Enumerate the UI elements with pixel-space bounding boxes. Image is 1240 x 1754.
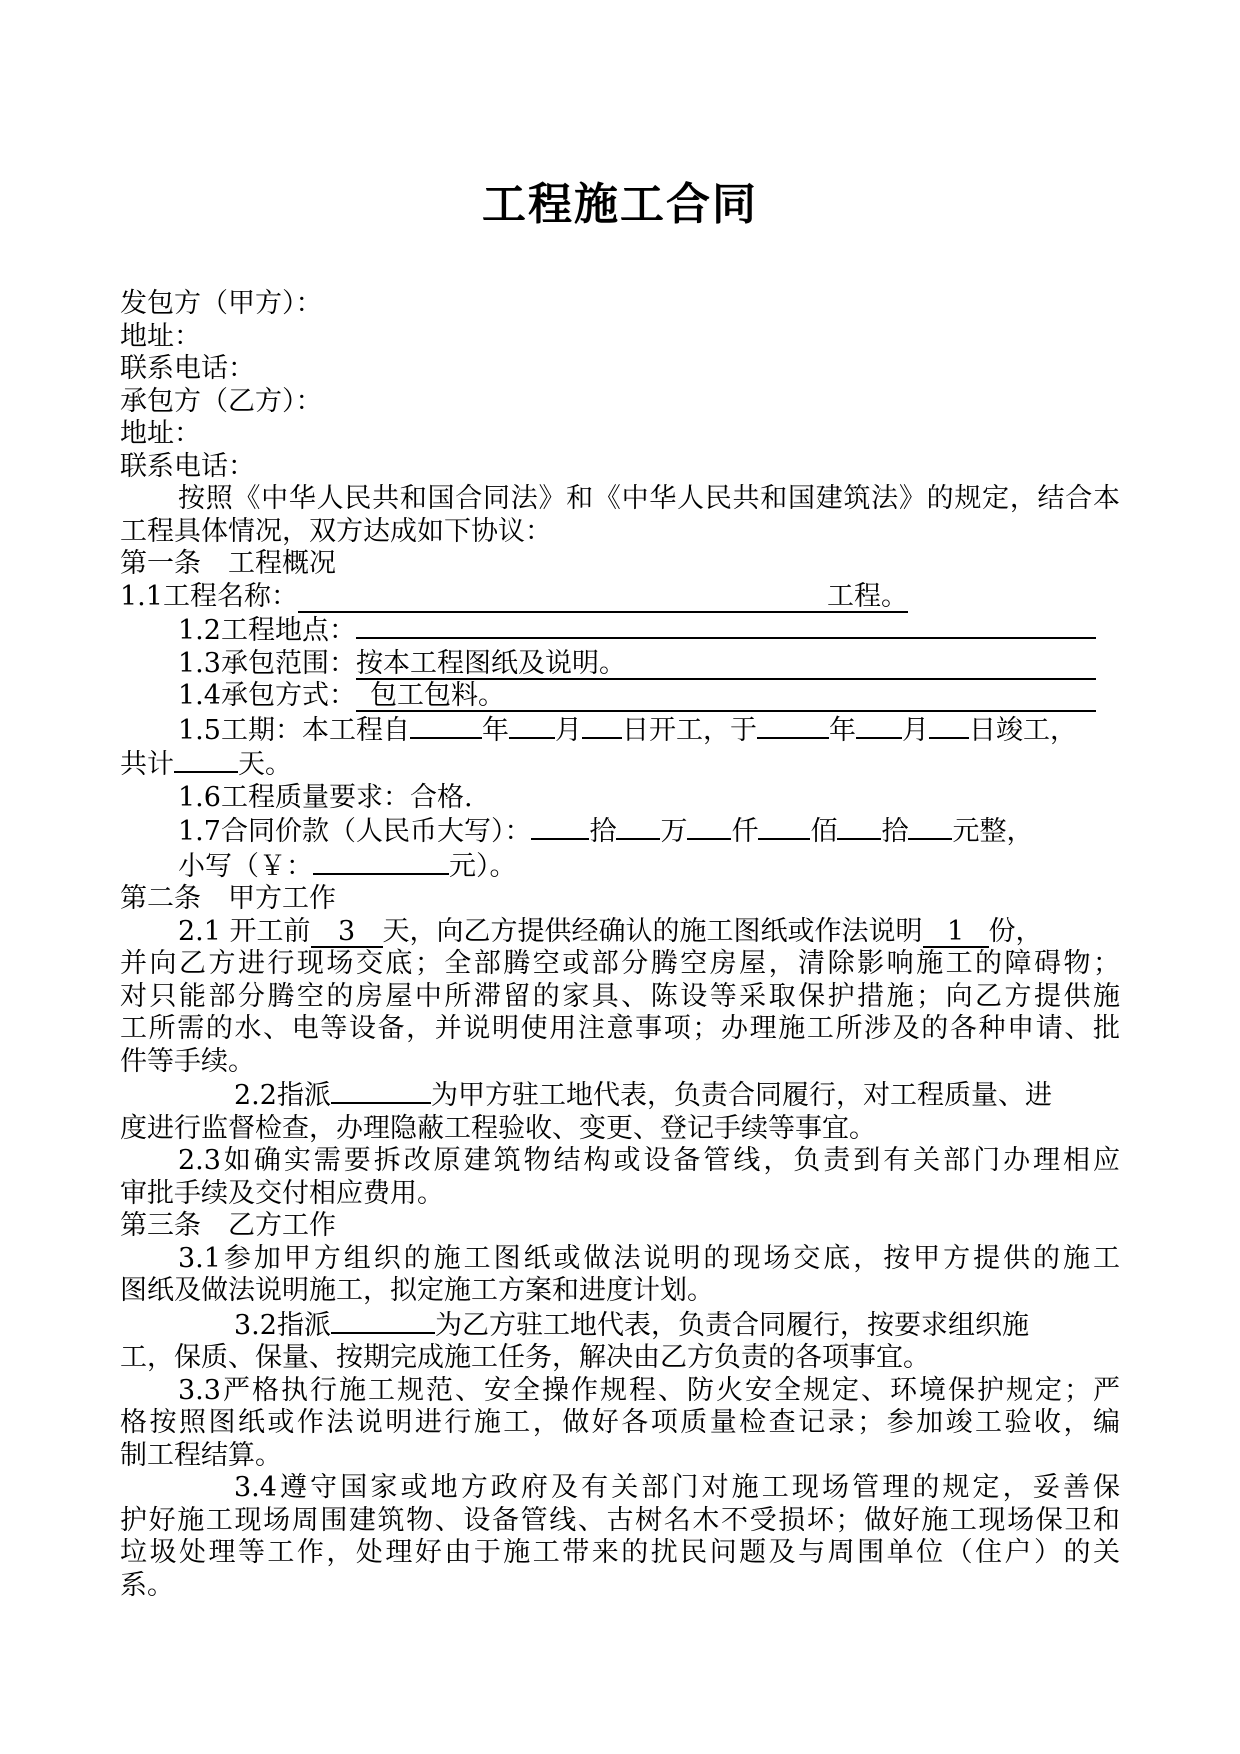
price-bai-unit: 佰: [810, 816, 838, 847]
party-a-representative-field: [331, 1078, 431, 1104]
contract-scope-value: 按本工程图纸及说明。: [355, 647, 626, 679]
clause-3-2: [120, 1308, 1120, 1343]
party-a-address: 地址：: [120, 320, 201, 352]
clause-3-4-line-3: 垃圾处理等工作，处理好由于施工带来的扰民问题及与周围单位（住户）的关: [120, 1537, 1120, 1568]
start-day-unit: 日开工，于: [621, 714, 757, 746]
party-b-representative-field: [331, 1308, 435, 1334]
end-month-unit: 月: [901, 714, 929, 746]
price-yuan-field: [908, 814, 952, 840]
price-yuan-unit: 元整，: [952, 816, 1034, 847]
price-shi-field: [837, 814, 881, 840]
clause-3-2-suffix: 为乙方驻工地代表，负责合同履行，按要求组织施: [434, 1309, 1029, 1341]
clause-1-3-label: 1.3承包范围：: [178, 647, 356, 679]
clause-1-6: 1.6工程质量要求：合格.: [178, 781, 473, 813]
contract-scope-field: [355, 647, 1096, 680]
total-days-label: 共计: [120, 749, 174, 780]
price-small-field: [313, 849, 449, 875]
project-name-field: [298, 580, 908, 613]
end-day-unit: 日竣工，: [968, 714, 1077, 746]
start-month-unit: 月: [554, 714, 582, 746]
clause-2-2-suffix: 为甲方驻工地代表，负责合同履行，对工程质量、进: [430, 1080, 1052, 1111]
clause-3-3-line-1: 3.3严格执行施工规范、安全操作规程、防火安全规定、环境保护规定；严: [178, 1374, 1120, 1406]
days-before-start-value: 3: [337, 915, 356, 947]
contract-method-field: [356, 682, 1096, 712]
clause-3-4-line-4: 系。: [120, 1569, 174, 1601]
article-2-heading: 第二条 甲方工作: [120, 883, 336, 914]
end-year-field: [757, 713, 829, 739]
price-qian-unit: 仟: [731, 816, 759, 847]
project-name-suffix: 工程。: [826, 580, 908, 612]
clause-3-2-line-2: 工，保质、保量、按期完成施工任务，解决由乙方负责的各项事宜。: [120, 1342, 930, 1373]
party-a-line: 发包方（甲方）：: [120, 288, 323, 319]
start-year-field: [410, 713, 482, 739]
clause-2-1-line-4: 工所需的水、电等设备，并说明使用注意事项；办理施工所涉及的各种申请、批: [120, 1013, 1120, 1044]
clause-1-2-label: 1.2工程地点：: [178, 615, 356, 646]
price-wan-unit: 万: [660, 816, 688, 847]
clause-3-4-line-2: 护好施工现场周围建筑物、设备管线、古树名木不受损坏；做好施工现场保卫和: [120, 1504, 1120, 1536]
price-qian-field: [687, 814, 731, 840]
clause-2-3-line-2: 审批手续及交付相应费用。: [120, 1177, 444, 1209]
clause-2-2-prefix: 2.2指派: [234, 1080, 331, 1111]
clause-3-1-line-2: 图纸及做法说明施工，拟定施工方案和进度计划。: [120, 1275, 714, 1306]
price-wan-field: [616, 814, 660, 840]
clause-1-7-small: [120, 849, 1120, 884]
clause-1-4: [120, 680, 1120, 713]
clause-2-1-suffix: 份，: [988, 915, 1043, 947]
end-month-field: [856, 713, 902, 739]
copies-field: [923, 915, 989, 948]
price-shi-wan-field: [531, 814, 589, 840]
preamble-line-2: 工程具体情况，双方达成如下协议：: [120, 515, 552, 547]
article-1-heading: 第一条 工程概况: [120, 548, 336, 579]
clause-2-2-line-2: 度进行监督检查，办理隐蔽工程验收、变更、登记手续等事宜。: [120, 1112, 876, 1144]
copies-value: 1: [946, 915, 965, 947]
contract-body: [120, 288, 1120, 1602]
party-a-phone: 联系电话：: [120, 353, 255, 384]
clause-1-5-total: [120, 747, 1120, 782]
article-3-heading: 第三条 乙方工作: [120, 1210, 336, 1241]
clause-3-4-line-1: 3.4遵守国家或地方政府及有关部门对施工现场管理的规定，妥善保: [234, 1472, 1120, 1503]
clause-3-3-line-2: 格按照图纸或作法说明进行施工，做好各项质量检查记录；参加竣工验收，编: [120, 1407, 1120, 1438]
price-small-label: 小写（￥：: [178, 850, 313, 882]
start-month-field: [509, 713, 555, 739]
price-shi-unit-2: 拾: [881, 816, 909, 847]
contract-method-value: 包工包料。: [369, 680, 505, 711]
end-day-field: [929, 713, 969, 739]
clause-1-5: [120, 713, 1120, 748]
party-b-line: 承包方（乙方）：: [120, 385, 323, 417]
price-shi-unit-1: 拾: [589, 816, 617, 847]
clause-3-3-line-3: 制工程结算。: [120, 1439, 282, 1471]
party-b-phone: 联系电话：: [120, 450, 255, 482]
clause-2-2: [120, 1078, 1120, 1113]
total-days-field: [174, 747, 238, 773]
clause-2-1: [120, 916, 1120, 949]
document-title: 工程施工合同: [482, 179, 758, 230]
clause-1-4-label: 1.4承包方式：: [178, 680, 356, 711]
clause-1-2: [120, 613, 1120, 648]
clause-2-1-prefix: 2.1 开工前: [178, 915, 311, 947]
clause-2-1-line-3: 对只能部分腾空的房屋中所滞留的家具、陈设等采取保护措施；向乙方提供施: [120, 980, 1120, 1012]
price-small-unit: 元）。: [449, 850, 517, 882]
preamble-line-1: 按照《中华人民共和国合同法》和《中华人民共和国建筑法》的规定，结合本: [178, 483, 1120, 514]
start-year-unit: 年: [481, 714, 509, 746]
clause-2-3-line-1: 2.3如确实需要拆改原建筑物结构或设备管线，负责到有关部门办理相应: [178, 1145, 1120, 1176]
clause-3-2-prefix: 3.2指派: [234, 1309, 331, 1341]
end-year-unit: 年: [828, 714, 856, 746]
price-bai-field: [758, 814, 810, 840]
project-location-field: [356, 613, 1096, 639]
clause-2-1-line-2: 并向乙方进行现场交底；全部腾空或部分腾空房屋，清除影响施工的障碍物；: [120, 948, 1120, 979]
clause-1-1-label: 1.1工程名称：: [120, 580, 298, 612]
party-b-address: 地址：: [120, 418, 201, 449]
price-label: 1.7合同价款（人民币大写）：: [178, 816, 532, 847]
clause-2-1-line-5: 件等手续。: [120, 1045, 255, 1077]
total-days-unit: 天。: [238, 749, 292, 780]
duration-label: 1.5工期：本工程自: [178, 714, 410, 746]
days-before-start-field: [311, 915, 383, 948]
start-day-field: [582, 713, 622, 739]
clause-1-1: [120, 581, 1120, 614]
clause-1-3: [120, 648, 1120, 681]
clause-1-7: [120, 814, 1120, 849]
clause-2-1-middle: 天，向乙方提供经确认的施工图纸或作法说明: [382, 915, 923, 947]
clause-3-1-line-1: 3.1参加甲方组织的施工图纸或做法说明的现场交底，按甲方提供的施工: [178, 1242, 1120, 1274]
